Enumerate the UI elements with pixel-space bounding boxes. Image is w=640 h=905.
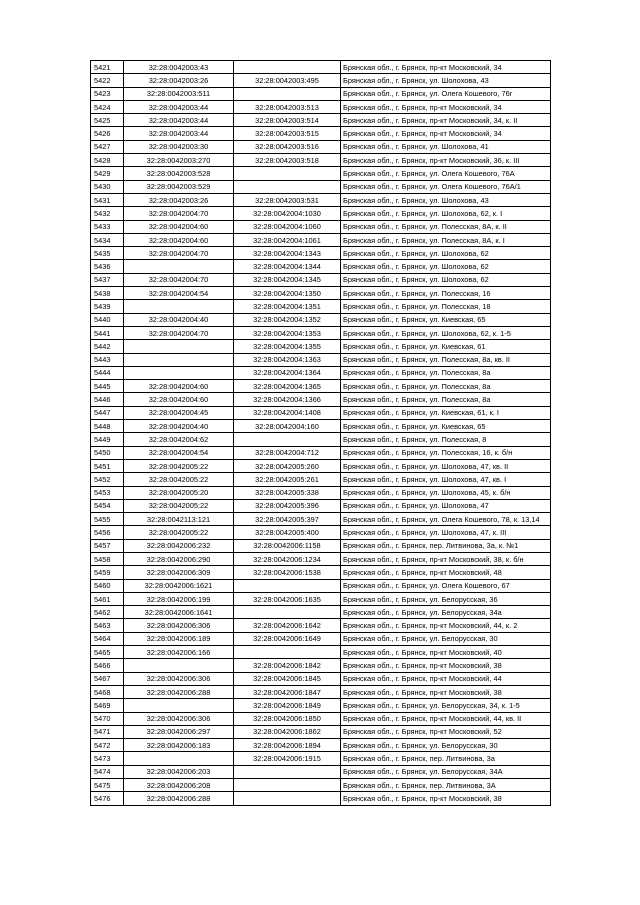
table-row bbox=[91, 619, 551, 632]
row-number-cell: 5455 bbox=[91, 513, 124, 526]
building-number-cell: 32:28:0042006:1538 bbox=[234, 566, 341, 579]
table-row bbox=[91, 685, 551, 698]
building-number-cell: 32:28:0042006:1842 bbox=[234, 659, 341, 672]
row-number-cell: 5456 bbox=[91, 526, 124, 539]
row-number-cell: 5476 bbox=[91, 792, 124, 805]
parcel-number-cell: 32:28:0042006:232 bbox=[124, 539, 234, 552]
address-cell: Брянская обл., г. Брянск, ул. Белорусская, 34, к. 1-5 bbox=[341, 699, 551, 712]
table-row bbox=[91, 486, 551, 499]
table-row bbox=[91, 326, 551, 339]
table-row bbox=[91, 646, 551, 659]
building-number-cell: 32:28:0042006:1635 bbox=[234, 592, 341, 605]
address-cell: Брянская обл., г. Брянск, ул. Полесская, 18 bbox=[341, 300, 551, 313]
building-number-cell bbox=[234, 765, 341, 778]
building-number-cell: 32:28:0042004:1350 bbox=[234, 287, 341, 300]
row-number-cell: 5469 bbox=[91, 699, 124, 712]
row-number-cell: 5434 bbox=[91, 233, 124, 246]
row-number-cell: 5436 bbox=[91, 260, 124, 273]
row-number-cell: 5430 bbox=[91, 180, 124, 193]
table-row bbox=[91, 260, 551, 273]
address-cell: Брянская обл., г. Брянск, пер. Литвинова, 3а bbox=[341, 752, 551, 765]
table-row bbox=[91, 552, 551, 565]
address-cell: Брянская обл., г. Брянск, ул. Олега Кошевого, 76г bbox=[341, 87, 551, 100]
row-number-cell: 5454 bbox=[91, 499, 124, 512]
table-row bbox=[91, 672, 551, 685]
row-number-cell: 5429 bbox=[91, 167, 124, 180]
row-number-cell: 5421 bbox=[91, 61, 124, 74]
address-cell: Брянская обл., г. Брянск, ул. Шолохова, 47, к. III bbox=[341, 526, 551, 539]
building-number-cell bbox=[234, 433, 341, 446]
table-row bbox=[91, 313, 551, 326]
row-number-cell: 5435 bbox=[91, 247, 124, 260]
table-row bbox=[91, 61, 551, 74]
address-cell: Брянская обл., г. Брянск, ул. Шолохова, 62 bbox=[341, 247, 551, 260]
table-row bbox=[91, 353, 551, 366]
parcel-number-cell: 32:28:0042004:54 bbox=[124, 287, 234, 300]
parcel-number-cell: 32:28:0042004:60 bbox=[124, 393, 234, 406]
address-cell: Брянская обл., г. Брянск, ул. Полесская, 8 bbox=[341, 433, 551, 446]
parcel-number-cell: 32:28:0042004:54 bbox=[124, 446, 234, 459]
row-number-cell: 5466 bbox=[91, 659, 124, 672]
parcel-number-cell: 32:28:0042004:70 bbox=[124, 326, 234, 339]
table-row bbox=[91, 220, 551, 233]
row-number-cell: 5423 bbox=[91, 87, 124, 100]
address-cell: Брянская обл., г. Брянск, пр-кт Московский, 38 bbox=[341, 792, 551, 805]
parcel-number-cell: 32:28:0042006:1641 bbox=[124, 606, 234, 619]
building-number-cell: 32:28:0042004:1030 bbox=[234, 207, 341, 220]
table-row bbox=[91, 167, 551, 180]
parcel-number-cell: 32:28:0042006:309 bbox=[124, 566, 234, 579]
parcel-number-cell: 32:28:0042003:511 bbox=[124, 87, 234, 100]
parcel-number-cell: 32:28:0042006:183 bbox=[124, 739, 234, 752]
address-cell: Брянская обл., г. Брянск, пр-кт Московский, 40 bbox=[341, 646, 551, 659]
parcel-number-cell: 32:28:0042003:26 bbox=[124, 193, 234, 206]
row-number-cell: 5474 bbox=[91, 765, 124, 778]
address-cell: Брянская обл., г. Брянск, ул. Шолохова, 43 bbox=[341, 193, 551, 206]
row-number-cell: 5427 bbox=[91, 140, 124, 153]
building-number-cell: 32:28:0042006:1915 bbox=[234, 752, 341, 765]
parcel-number-cell: 32:28:0042006:297 bbox=[124, 725, 234, 738]
parcel-number-cell: 32:28:0042005:20 bbox=[124, 486, 234, 499]
row-number-cell: 5426 bbox=[91, 127, 124, 140]
building-number-cell: 32:28:0042006:1642 bbox=[234, 619, 341, 632]
row-number-cell: 5458 bbox=[91, 552, 124, 565]
parcel-number-cell: 32:28:0042006:1621 bbox=[124, 579, 234, 592]
address-cell: Брянская обл., г. Брянск, ул. Киевская, 65 bbox=[341, 420, 551, 433]
table-row bbox=[91, 779, 551, 792]
building-number-cell: 32:28:0042004:1352 bbox=[234, 313, 341, 326]
row-number-cell: 5448 bbox=[91, 420, 124, 433]
row-number-cell: 5447 bbox=[91, 406, 124, 419]
table-row bbox=[91, 765, 551, 778]
parcel-number-cell: 32:28:0042004:40 bbox=[124, 313, 234, 326]
row-number-cell: 5439 bbox=[91, 300, 124, 313]
parcel-number-cell: 32:28:0042004:60 bbox=[124, 233, 234, 246]
parcel-number-cell: 32:28:0042006:203 bbox=[124, 765, 234, 778]
table-row bbox=[91, 180, 551, 193]
table-row bbox=[91, 699, 551, 712]
building-number-cell: 32:28:0042006:1158 bbox=[234, 539, 341, 552]
row-number-cell: 5472 bbox=[91, 739, 124, 752]
address-cell: Брянская обл., г. Брянск, пр-кт Московский, 34 bbox=[341, 61, 551, 74]
parcel-number-cell: 32:28:0042003:30 bbox=[124, 140, 234, 153]
address-cell: Брянская обл., г. Брянск, ул. Полесская, 8а bbox=[341, 366, 551, 379]
parcel-number-cell: 32:28:0042006:199 bbox=[124, 592, 234, 605]
building-number-cell: 32:28:0042004:1363 bbox=[234, 353, 341, 366]
table-row bbox=[91, 792, 551, 805]
building-number-cell: 32:28:0042005:261 bbox=[234, 473, 341, 486]
building-number-cell: 32:28:0042006:1850 bbox=[234, 712, 341, 725]
parcel-number-cell: 32:28:0042006:288 bbox=[124, 685, 234, 698]
table-row bbox=[91, 140, 551, 153]
address-cell: Брянская обл., г. Брянск, ул. Шолохова, 62, к. 1-5 bbox=[341, 326, 551, 339]
table-row bbox=[91, 513, 551, 526]
parcel-number-cell bbox=[124, 659, 234, 672]
building-number-cell: 32:28:0042003:516 bbox=[234, 140, 341, 153]
row-number-cell: 5431 bbox=[91, 193, 124, 206]
parcel-number-cell: 32:28:0042003:528 bbox=[124, 167, 234, 180]
table-row bbox=[91, 100, 551, 113]
table-row bbox=[91, 526, 551, 539]
address-cell: Брянская обл., г. Брянск, ул. Шолохова, 47, кв. I bbox=[341, 473, 551, 486]
parcel-number-cell bbox=[124, 260, 234, 273]
address-cell: Брянская обл., г. Брянск, пр-кт Московский, 38, к. б/н bbox=[341, 552, 551, 565]
address-cell: Брянская обл., г. Брянск, ул. Шолохова, 47 bbox=[341, 499, 551, 512]
building-number-cell: 32:28:0042003:531 bbox=[234, 193, 341, 206]
table-row bbox=[91, 247, 551, 260]
building-number-cell: 32:28:0042004:1353 bbox=[234, 326, 341, 339]
building-number-cell bbox=[234, 167, 341, 180]
row-number-cell: 5475 bbox=[91, 779, 124, 792]
row-number-cell: 5437 bbox=[91, 273, 124, 286]
parcel-number-cell bbox=[124, 752, 234, 765]
address-cell: Брянская обл., г. Брянск, пр-кт Московский, 34 bbox=[341, 100, 551, 113]
table-row bbox=[91, 752, 551, 765]
parcel-number-cell: 32:28:0042004:60 bbox=[124, 380, 234, 393]
table-row bbox=[91, 193, 551, 206]
row-number-cell: 5444 bbox=[91, 366, 124, 379]
address-cell: Брянская обл., г. Брянск, ул. Шолохова, 62, к. I bbox=[341, 207, 551, 220]
table-row bbox=[91, 712, 551, 725]
building-number-cell bbox=[234, 646, 341, 659]
parcel-number-cell: 32:28:0042006:306 bbox=[124, 619, 234, 632]
address-cell: Брянская обл., г. Брянск, ул. Шолохова, 62 bbox=[341, 273, 551, 286]
parcel-number-cell: 32:28:0042003:44 bbox=[124, 100, 234, 113]
row-number-cell: 5438 bbox=[91, 287, 124, 300]
row-number-cell: 5443 bbox=[91, 353, 124, 366]
table-row bbox=[91, 154, 551, 167]
parcel-number-cell: 32:28:0042006:208 bbox=[124, 779, 234, 792]
row-number-cell: 5473 bbox=[91, 752, 124, 765]
parcel-number-cell: 32:28:0042004:60 bbox=[124, 220, 234, 233]
parcel-number-cell: 32:28:0042003:529 bbox=[124, 180, 234, 193]
table-row bbox=[91, 300, 551, 313]
building-number-cell: 32:28:0042004:1365 bbox=[234, 380, 341, 393]
building-number-cell: 32:28:0042004:1364 bbox=[234, 366, 341, 379]
table-row bbox=[91, 87, 551, 100]
building-number-cell bbox=[234, 792, 341, 805]
table-row bbox=[91, 446, 551, 459]
parcel-number-cell: 32:28:0042006:306 bbox=[124, 672, 234, 685]
address-cell: Брянская обл., г. Брянск, ул. Полесская, 8а bbox=[341, 393, 551, 406]
building-number-cell: 32:28:0042006:1845 bbox=[234, 672, 341, 685]
parcel-number-cell: 32:28:0042005:22 bbox=[124, 499, 234, 512]
parcel-number-cell: 32:28:0042005:22 bbox=[124, 459, 234, 472]
parcel-number-cell: 32:28:0042004:70 bbox=[124, 273, 234, 286]
building-number-cell: 32:28:0042003:518 bbox=[234, 154, 341, 167]
table-row bbox=[91, 739, 551, 752]
row-number-cell: 5442 bbox=[91, 340, 124, 353]
address-cell: Брянская обл., г. Брянск, ул. Белорусская, 34А bbox=[341, 765, 551, 778]
building-number-cell: 32:28:0042006:1234 bbox=[234, 552, 341, 565]
address-cell: Брянская обл., г. Брянск, пр-кт Московский, 38 bbox=[341, 659, 551, 672]
building-number-cell bbox=[234, 606, 341, 619]
address-cell: Брянская обл., г. Брянск, пр-кт Московский, 36, к. III bbox=[341, 154, 551, 167]
parcel-number-cell: 32:28:0042006:290 bbox=[124, 552, 234, 565]
address-cell: Брянская обл., г. Брянск, ул. Киевская, 61 bbox=[341, 340, 551, 353]
parcel-number-cell: 32:28:0042004:40 bbox=[124, 420, 234, 433]
parcel-number-cell: 32:28:0042113:121 bbox=[124, 513, 234, 526]
table-row bbox=[91, 473, 551, 486]
building-number-cell: 32:28:0042004:1351 bbox=[234, 300, 341, 313]
building-number-cell: 32:28:0042004:1355 bbox=[234, 340, 341, 353]
parcel-number-cell: 32:28:0042003:44 bbox=[124, 127, 234, 140]
address-cell: Брянская обл., г. Брянск, ул. Олега Кошевого, 76А/1 bbox=[341, 180, 551, 193]
row-number-cell: 5422 bbox=[91, 74, 124, 87]
parcel-number-cell bbox=[124, 366, 234, 379]
parcel-number-cell: 32:28:0042004:62 bbox=[124, 433, 234, 446]
table-row bbox=[91, 380, 551, 393]
address-cell: Брянская обл., г. Брянск, ул. Полесская, 8а, кв. II bbox=[341, 353, 551, 366]
row-number-cell: 5452 bbox=[91, 473, 124, 486]
table-row bbox=[91, 606, 551, 619]
table-row bbox=[91, 114, 551, 127]
address-cell: Брянская обл., г. Брянск, пр-кт Московский, 34 bbox=[341, 127, 551, 140]
table-row bbox=[91, 287, 551, 300]
building-number-cell: 32:28:0042003:515 bbox=[234, 127, 341, 140]
register-body bbox=[91, 61, 551, 806]
parcel-number-cell bbox=[124, 300, 234, 313]
building-number-cell: 32:28:0042004:1366 bbox=[234, 393, 341, 406]
building-number-cell: 32:28:0042005:396 bbox=[234, 499, 341, 512]
row-number-cell: 5462 bbox=[91, 606, 124, 619]
building-number-cell bbox=[234, 180, 341, 193]
building-number-cell: 32:28:0042004:1344 bbox=[234, 260, 341, 273]
parcel-number-cell: 32:28:0042003:43 bbox=[124, 61, 234, 74]
table-row bbox=[91, 366, 551, 379]
table-row bbox=[91, 233, 551, 246]
row-number-cell: 5424 bbox=[91, 100, 124, 113]
table-row bbox=[91, 579, 551, 592]
building-number-cell bbox=[234, 579, 341, 592]
parcel-number-cell: 32:28:0042004:70 bbox=[124, 247, 234, 260]
building-number-cell bbox=[234, 87, 341, 100]
table-row bbox=[91, 659, 551, 672]
building-number-cell: 32:28:0042006:1862 bbox=[234, 725, 341, 738]
table-row bbox=[91, 499, 551, 512]
row-number-cell: 5445 bbox=[91, 380, 124, 393]
building-number-cell: 32:28:0042004:160 bbox=[234, 420, 341, 433]
parcel-number-cell: 32:28:0042003:270 bbox=[124, 154, 234, 167]
building-number-cell: 32:28:0042003:513 bbox=[234, 100, 341, 113]
address-cell: Брянская обл., г. Брянск, ул. Белорусская, 34а bbox=[341, 606, 551, 619]
table-row bbox=[91, 393, 551, 406]
address-cell: Брянская обл., г. Брянск, ул. Белорусская, 30 bbox=[341, 739, 551, 752]
table-row bbox=[91, 406, 551, 419]
table-row bbox=[91, 127, 551, 140]
row-number-cell: 5468 bbox=[91, 685, 124, 698]
row-number-cell: 5446 bbox=[91, 393, 124, 406]
parcel-number-cell bbox=[124, 699, 234, 712]
parcel-number-cell: 32:28:0042004:45 bbox=[124, 406, 234, 419]
building-number-cell: 32:28:0042006:1849 bbox=[234, 699, 341, 712]
table-row bbox=[91, 725, 551, 738]
building-number-cell: 32:28:0042006:1649 bbox=[234, 632, 341, 645]
address-cell: Брянская обл., г. Брянск, ул. Белорусская, 36 bbox=[341, 592, 551, 605]
building-number-cell: 32:28:0042006:1894 bbox=[234, 739, 341, 752]
address-cell: Брянская обл., г. Брянск, ул. Олега Кошевого, 76А bbox=[341, 167, 551, 180]
row-number-cell: 5465 bbox=[91, 646, 124, 659]
building-number-cell: 32:28:0042003:514 bbox=[234, 114, 341, 127]
parcel-number-cell: 32:28:0042005:22 bbox=[124, 526, 234, 539]
address-cell: Брянская обл., г. Брянск, ул. Полесская, 8а bbox=[341, 380, 551, 393]
table-row bbox=[91, 433, 551, 446]
address-cell: Брянская обл., г. Брянск, ул. Киевская, 61, к. I bbox=[341, 406, 551, 419]
parcel-number-cell: 32:28:0042004:70 bbox=[124, 207, 234, 220]
building-number-cell: 32:28:0042006:1847 bbox=[234, 685, 341, 698]
row-number-cell: 5464 bbox=[91, 632, 124, 645]
row-number-cell: 5459 bbox=[91, 566, 124, 579]
address-cell: Брянская обл., г. Брянск, пр-кт Московский, 38 bbox=[341, 685, 551, 698]
row-number-cell: 5461 bbox=[91, 592, 124, 605]
building-number-cell: 32:28:0042005:338 bbox=[234, 486, 341, 499]
parcel-number-cell: 32:28:0042006:288 bbox=[124, 792, 234, 805]
building-number-cell bbox=[234, 779, 341, 792]
address-cell: Брянская обл., г. Брянск, ул. Белорусская, 30 bbox=[341, 632, 551, 645]
building-number-cell: 32:28:0042004:1061 bbox=[234, 233, 341, 246]
address-cell: Брянская обл., г. Брянск, пр-кт Московский, 34, к. II bbox=[341, 114, 551, 127]
row-number-cell: 5440 bbox=[91, 313, 124, 326]
building-number-cell: 32:28:0042004:712 bbox=[234, 446, 341, 459]
building-number-cell: 32:28:0042003:495 bbox=[234, 74, 341, 87]
address-cell: Брянская обл., г. Брянск, ул. Шолохова, 41 bbox=[341, 140, 551, 153]
row-number-cell: 5453 bbox=[91, 486, 124, 499]
address-cell: Брянская обл., г. Брянск, ул. Шолохова, 45, к. б/н bbox=[341, 486, 551, 499]
parcel-number-cell: 32:28:0042003:26 bbox=[124, 74, 234, 87]
building-number-cell bbox=[234, 61, 341, 74]
table-row bbox=[91, 539, 551, 552]
table-row bbox=[91, 340, 551, 353]
address-cell: Брянская обл., г. Брянск, ул. Полесская, 16 bbox=[341, 287, 551, 300]
row-number-cell: 5460 bbox=[91, 579, 124, 592]
address-cell: Брянская обл., г. Брянск, ул. Шолохова, 62 bbox=[341, 260, 551, 273]
building-number-cell: 32:28:0042005:400 bbox=[234, 526, 341, 539]
row-number-cell: 5432 bbox=[91, 207, 124, 220]
parcel-number-cell: 32:28:0042003:44 bbox=[124, 114, 234, 127]
parcel-number-cell: 32:28:0042006:306 bbox=[124, 712, 234, 725]
row-number-cell: 5449 bbox=[91, 433, 124, 446]
row-number-cell: 5467 bbox=[91, 672, 124, 685]
row-number-cell: 5457 bbox=[91, 539, 124, 552]
address-cell: Брянская обл., г. Брянск, пер. Литвинова, 3а, к. №1 bbox=[341, 539, 551, 552]
table-row bbox=[91, 459, 551, 472]
building-number-cell: 32:28:0042004:1343 bbox=[234, 247, 341, 260]
row-number-cell: 5463 bbox=[91, 619, 124, 632]
building-number-cell: 32:28:0042005:397 bbox=[234, 513, 341, 526]
table-row bbox=[91, 420, 551, 433]
row-number-cell: 5428 bbox=[91, 154, 124, 167]
table-row bbox=[91, 74, 551, 87]
address-cell: Брянская обл., г. Брянск, пр-кт Московский, 44, кв. II bbox=[341, 712, 551, 725]
address-cell: Брянская обл., г. Брянск, пр-кт Московский, 52 bbox=[341, 725, 551, 738]
table-row bbox=[91, 632, 551, 645]
address-cell: Брянская обл., г. Брянск, ул. Шолохова, 47, кв. II bbox=[341, 459, 551, 472]
building-number-cell: 32:28:0042004:1060 bbox=[234, 220, 341, 233]
building-number-cell: 32:28:0042005:260 bbox=[234, 459, 341, 472]
address-cell: Брянская обл., г. Брянск, ул. Олега Кошевого, 78, к. 13,14 bbox=[341, 513, 551, 526]
parcel-number-cell: 32:28:0042006:166 bbox=[124, 646, 234, 659]
address-cell: Брянская обл., г. Брянск, пер. Литвинова, 3А bbox=[341, 779, 551, 792]
address-cell: Брянская обл., г. Брянск, ул. Полесская, 8А, к. I bbox=[341, 233, 551, 246]
row-number-cell: 5451 bbox=[91, 459, 124, 472]
row-number-cell: 5471 bbox=[91, 725, 124, 738]
parcel-number-cell bbox=[124, 353, 234, 366]
register-table bbox=[90, 60, 551, 806]
building-number-cell: 32:28:0042004:1408 bbox=[234, 406, 341, 419]
row-number-cell: 5441 bbox=[91, 326, 124, 339]
parcel-number-cell: 32:28:0042005:22 bbox=[124, 473, 234, 486]
address-cell: Брянская обл., г. Брянск, ул. Полесская, 8А, к. II bbox=[341, 220, 551, 233]
table-row bbox=[91, 273, 551, 286]
row-number-cell: 5450 bbox=[91, 446, 124, 459]
parcel-number-cell bbox=[124, 340, 234, 353]
table-row bbox=[91, 592, 551, 605]
address-cell: Брянская обл., г. Брянск, ул. Шолохова, 43 bbox=[341, 74, 551, 87]
row-number-cell: 5425 bbox=[91, 114, 124, 127]
table-row bbox=[91, 566, 551, 579]
address-cell: Брянская обл., г. Брянск, ул. Полесская, 16, к. б/н bbox=[341, 446, 551, 459]
address-cell: Брянская обл., г. Брянск, пр-кт Московский, 44, к. 2 bbox=[341, 619, 551, 632]
building-number-cell: 32:28:0042004:1345 bbox=[234, 273, 341, 286]
address-cell: Брянская обл., г. Брянск, ул. Олега Кошевого, 67 bbox=[341, 579, 551, 592]
address-cell: Брянская обл., г. Брянск, пр-кт Московский, 44 bbox=[341, 672, 551, 685]
table-row bbox=[91, 207, 551, 220]
address-cell: Брянская обл., г. Брянск, ул. Киевская, 65 bbox=[341, 313, 551, 326]
parcel-number-cell: 32:28:0042006:189 bbox=[124, 632, 234, 645]
row-number-cell: 5470 bbox=[91, 712, 124, 725]
row-number-cell: 5433 bbox=[91, 220, 124, 233]
address-cell: Брянская обл., г. Брянск, пр-кт Московский, 48 bbox=[341, 566, 551, 579]
